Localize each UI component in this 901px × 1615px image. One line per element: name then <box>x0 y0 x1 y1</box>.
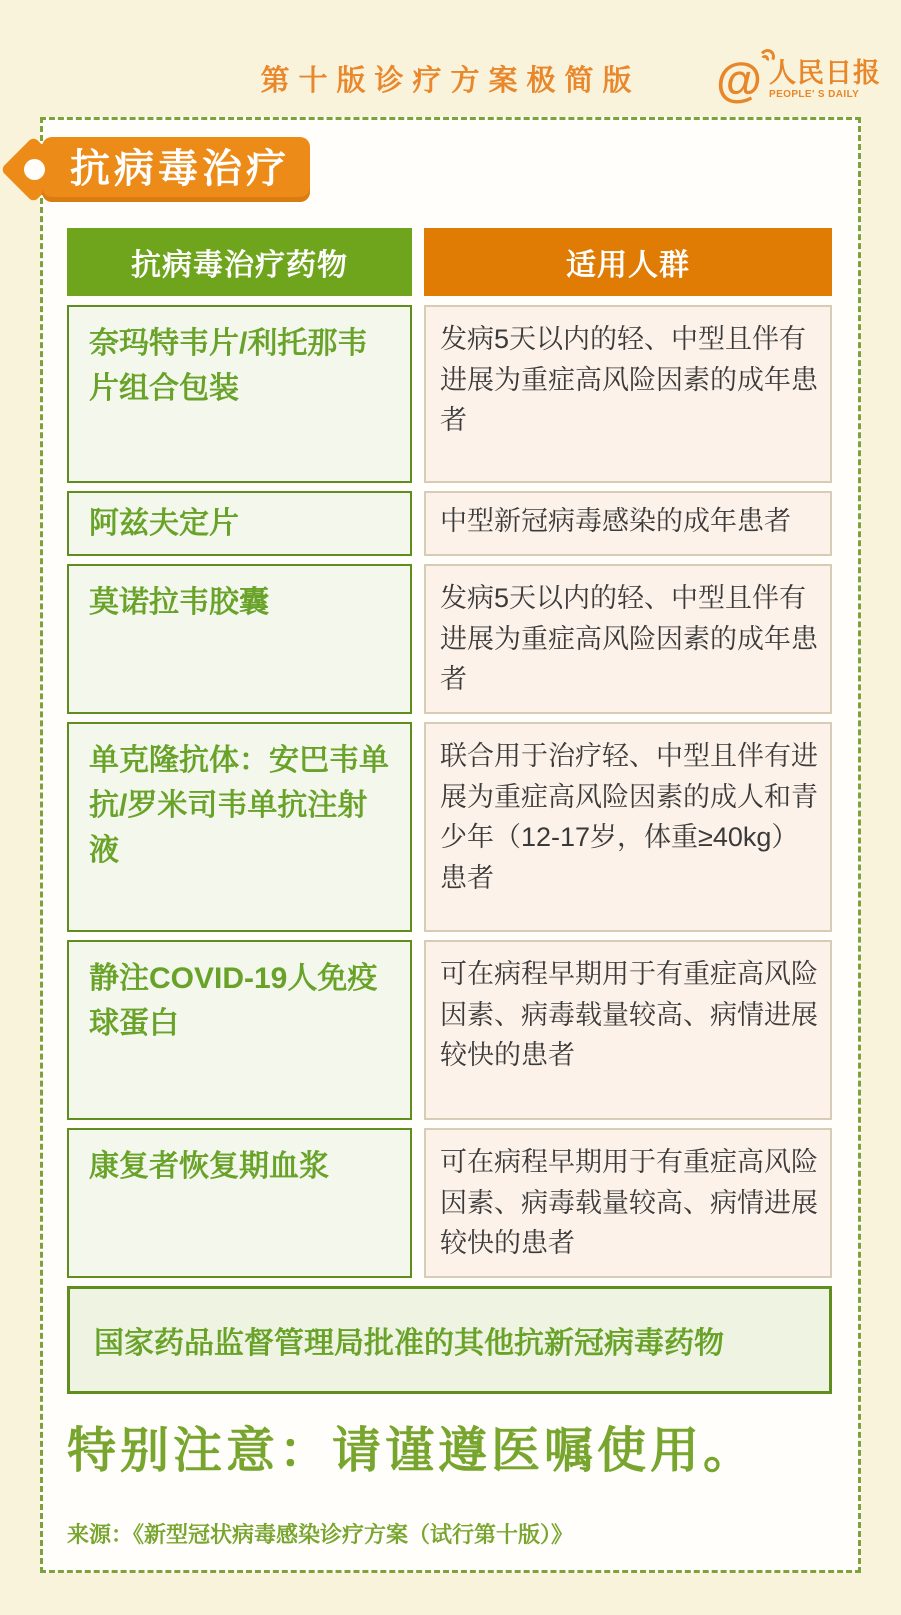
drug-column-header: 抗病毒治疗药物 <box>67 228 412 296</box>
population-cell: 可在病程早期用于有重症高风险因素、病毒载量较高、病情进展较快的患者 <box>424 1128 832 1278</box>
tag-hole <box>24 159 45 180</box>
other-drugs-notice: 国家药品监督管理局批准的其他抗新冠病毒药物 <box>67 1286 832 1394</box>
section-tag-label: 抗病毒治疗 <box>70 147 290 191</box>
population-cell: 中型新冠病毒感染的成年患者 <box>424 491 832 556</box>
table-row <box>67 491 832 556</box>
population-cell: 发病5天以内的轻、中型且伴有进展为重症高风险因素的成年患者 <box>424 564 832 714</box>
drug-name-cell: 康复者恢复期血浆 <box>67 1128 412 1278</box>
table-row <box>67 564 832 714</box>
logo-text <box>769 59 881 100</box>
source-note: 来源：《新型冠状病毒感染诊疗方案（试行第十版）》 <box>67 1521 574 1547</box>
table-row <box>67 305 832 483</box>
table-row <box>67 722 832 932</box>
table-area <box>67 228 832 1549</box>
drug-name-cell: 阿兹夫定片 <box>67 491 412 556</box>
at-glyph: @ <box>716 53 762 106</box>
population-cell: 可在病程早期用于有重症高风险因素、病毒载量较高、病情进展较快的患者 <box>424 940 832 1120</box>
drug-name-cell: 奈玛特韦片/利托那韦片组合包装 <box>67 305 412 483</box>
population-cell: 发病5天以内的轻、中型且伴有进展为重症高风险因素的成年患者 <box>424 305 832 483</box>
table-header-row <box>67 228 832 296</box>
edition-note: 第十版诊疗方案极简版 <box>260 65 641 97</box>
at-icon <box>716 53 762 106</box>
table-row <box>67 1128 832 1278</box>
population-column-header: 适用人群 <box>424 228 832 296</box>
population-cell: 联合用于治疗轻、中型且伴有进展为重症高风险因素的成人和青少年（12-17岁，体重≥40kg）患者 <box>424 722 832 932</box>
logo-name-cn: 人民日报 <box>769 57 881 88</box>
drug-name-cell: 静注COVID-19人免疫球蛋白 <box>67 940 412 1120</box>
drug-name-cell: 单克隆抗体：安巴韦单抗/罗米司韦单抗注射液 <box>67 722 412 932</box>
drug-name-cell: 莫诺拉韦胶囊 <box>67 564 412 714</box>
section-tag <box>0 137 310 202</box>
logo-name-en: PEOPLE' S DAILY <box>769 89 860 101</box>
peoples-daily-logo <box>716 53 881 106</box>
table-row <box>67 940 832 1120</box>
warning-note: 特别注意：请谨遵医嘱使用。 <box>67 1423 757 1478</box>
